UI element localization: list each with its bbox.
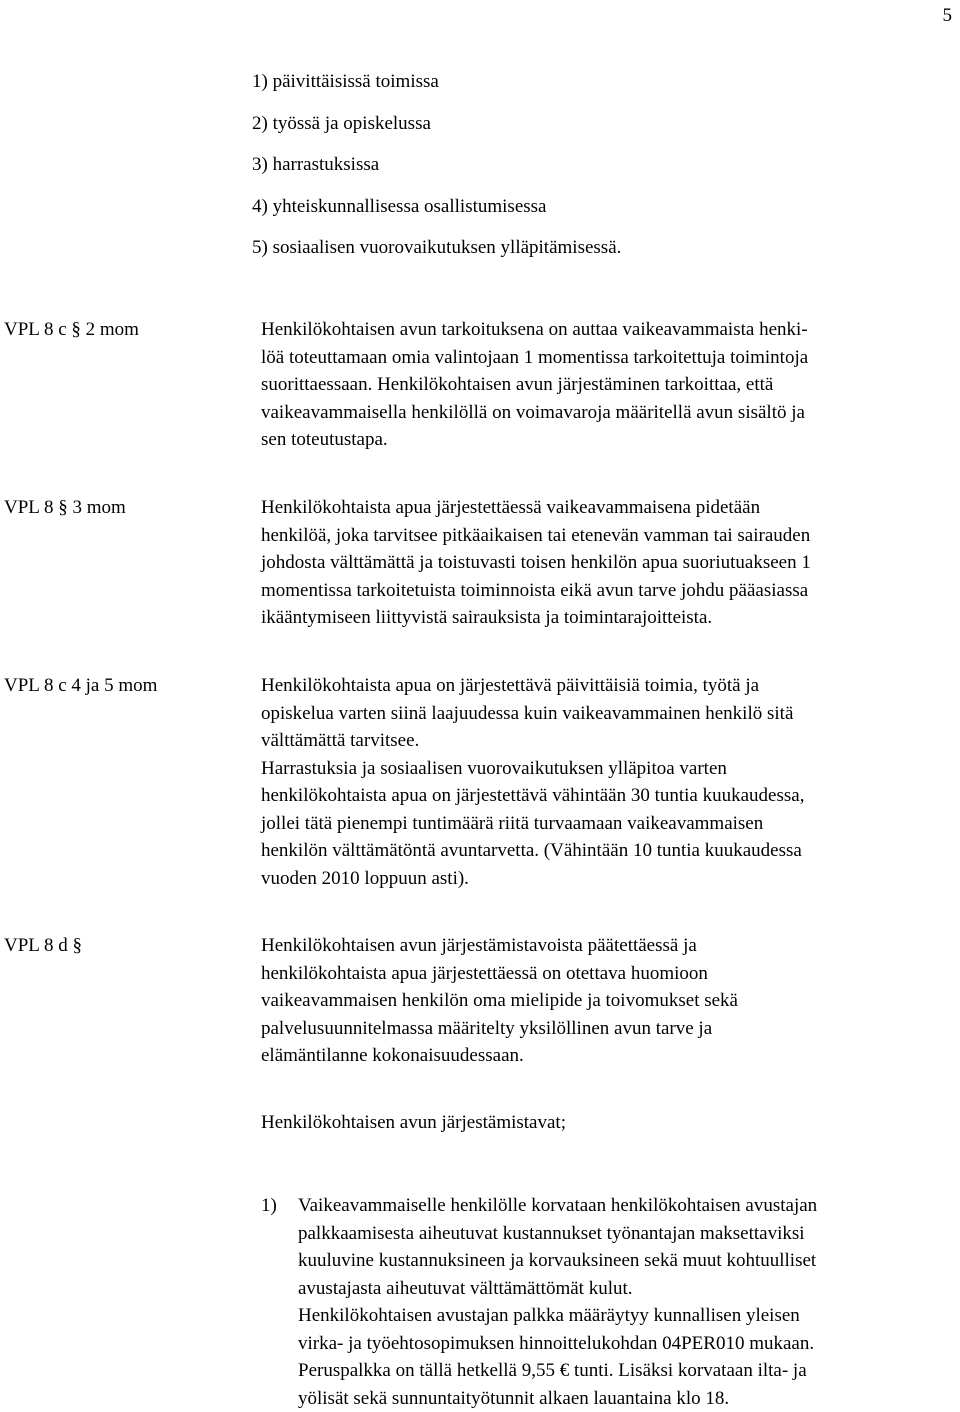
intro-list-item: 2) työssä ja opiskelussa bbox=[252, 110, 431, 138]
text-line: opiskelua varten siinä laajuudessa kuin vaikeavammainen henkilö sitä bbox=[261, 700, 960, 728]
page-number: 5 bbox=[943, 2, 953, 30]
text-line: kuuluvine kustannuksineen ja korvauksineen sekä muut kohtuulliset bbox=[298, 1247, 817, 1275]
intro-list-item: 3) harrastuksissa bbox=[252, 151, 379, 179]
legal-reference: VPL 8 c § 2 mom bbox=[4, 316, 139, 344]
text-line: vuoden 2010 loppuun asti). bbox=[261, 865, 960, 893]
section-text bbox=[261, 672, 960, 892]
section-text bbox=[261, 932, 960, 1070]
text-line: välttämättä tarvitsee. bbox=[261, 727, 960, 755]
text-line: Henkilökohtaista apua järjestettäessä vaikeavammaisena pidetään bbox=[261, 494, 960, 522]
text-line: yölisät sekä sunnuntaityötunnit alkaen lauantaina klo 18. bbox=[298, 1385, 817, 1412]
text-line: momentissa tarkoitetuista toiminnoista eikä avun tarve johdu pääasiassa bbox=[261, 577, 960, 605]
text-line: Henkilökohtaisen avun järjestämistavoista päätettäessä ja bbox=[261, 932, 960, 960]
text-line: virka- ja työehtosopimuksen hinnoittelukohdan 04PER010 mukaan. bbox=[298, 1330, 817, 1358]
list-item-text bbox=[298, 1192, 817, 1412]
text-line: Henkilökohtaisen avun tarkoituksena on auttaa vaikeavammaista henki- bbox=[261, 316, 960, 344]
text-line: johdosta välttämättä ja toistuvasti toisen henkilön apua suoriutuakseen 1 bbox=[261, 549, 960, 577]
text-line: Vaikeavammaiselle henkilölle korvataan henkilökohtaisen avustajan bbox=[298, 1192, 817, 1220]
section-text bbox=[261, 316, 960, 454]
text-line: Henkilökohtaisen avustajan palkka määräytyy kunnallisen yleisen bbox=[298, 1302, 817, 1330]
text-line: suorittaessaan. Henkilökohtaisen avun järjestäminen tarkoittaa, että bbox=[261, 371, 960, 399]
text-line: sen toteutustapa. bbox=[261, 426, 960, 454]
text-line: Harrastuksia ja sosiaalisen vuorovaikutuksen ylläpitoa varten bbox=[261, 755, 960, 783]
text-line: henkilökohtaista apua on järjestettävä vähintään 30 tuntia kuukaudessa, bbox=[261, 782, 960, 810]
text-line: vaikeavammaisen henkilön oma mielipide ja toivomukset sekä bbox=[261, 987, 960, 1015]
legal-reference: VPL 8 d § bbox=[4, 932, 82, 960]
legal-reference: VPL 8 § 3 mom bbox=[4, 494, 126, 522]
text-line: vaikeavammaisella henkilöllä on voimavaroja määritellä avun sisältö ja bbox=[261, 399, 960, 427]
text-line: palkkaamisesta aiheutuvat kustannukset työnantajan maksettaviksi bbox=[298, 1220, 817, 1248]
intro-list-item: 5) sosiaalisen vuorovaikutuksen ylläpitämisessä. bbox=[252, 234, 621, 262]
text-line: avustajasta aiheutuvat välttämättömät kulut. bbox=[298, 1275, 817, 1303]
text-line: elämäntilanne kokonaisuudessaan. bbox=[261, 1042, 960, 1070]
text-line: ikääntymiseen liittyvistä sairauksista ja toimintarajoitteista. bbox=[261, 604, 960, 632]
intro-list-item: 4) yhteiskunnallisessa osallistumisessa bbox=[252, 193, 546, 221]
intro-list-item: 1) päivittäisissä toimissa bbox=[252, 68, 439, 96]
legal-reference: VPL 8 c 4 ja 5 mom bbox=[4, 672, 157, 700]
text-line: Peruspalkka on tällä hetkellä 9,55 € tunti. Lisäksi korvataan ilta- ja bbox=[298, 1357, 817, 1385]
methods-heading: Henkilökohtaisen avun järjestämistavat; bbox=[261, 1109, 566, 1137]
text-line: henkilökohtaista apua järjestettäessä on otettava huomioon bbox=[261, 960, 960, 988]
text-line: palvelusuunnitelmassa määritelty yksilöllinen avun tarve ja bbox=[261, 1015, 960, 1043]
text-line: löä toteuttamaan omia valintojaan 1 momentissa tarkoitettuja toimintoja bbox=[261, 344, 960, 372]
text-line: Henkilökohtaista apua on järjestettävä päivittäisiä toimia, työtä ja bbox=[261, 672, 960, 700]
section-text bbox=[261, 494, 960, 632]
text-line: henkilöä, joka tarvitsee pitkäaikaisen tai etenevän vamman tai sairauden bbox=[261, 522, 960, 550]
text-line: henkilön välttämätöntä avuntarvetta. (Vähintään 10 tuntia kuukaudessa bbox=[261, 837, 960, 865]
list-number: 1) bbox=[261, 1192, 277, 1220]
text-line: jollei tätä pienempi tuntimäärä riitä turvaamaan vaikeavammaisen bbox=[261, 810, 960, 838]
